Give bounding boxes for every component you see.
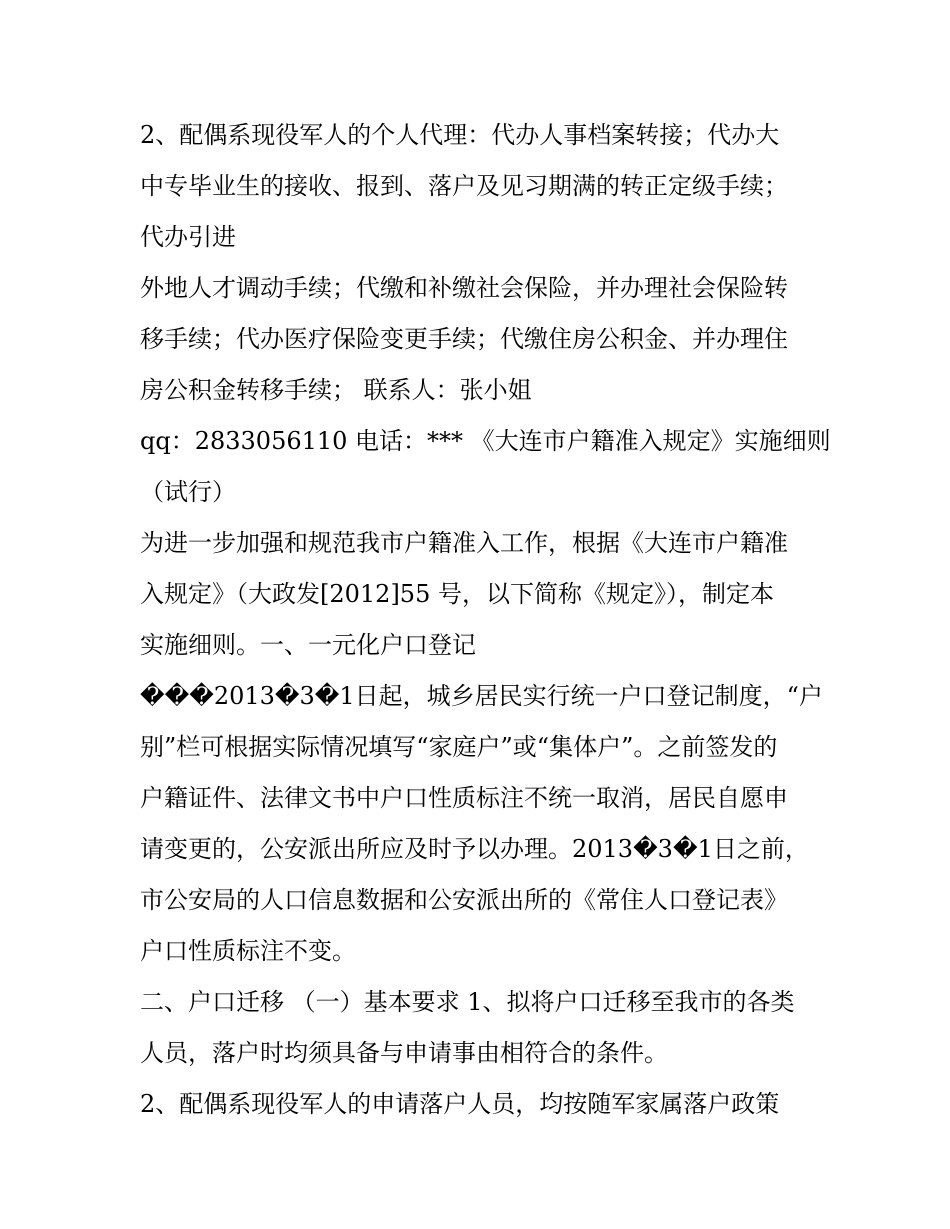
text-line: 户口性质标注不变。	[140, 937, 356, 965]
text-line: 房公积金转移手续； 联系人：张小姐	[140, 376, 532, 404]
text-line: ���2013�3�1日起，城乡居民实行统一户口登记制度，“户	[140, 682, 823, 710]
text-line: qq：2833056110 电话：*** 《大连市户籍准入规定》实施细则	[140, 427, 831, 455]
text-line: 移手续；代办医疗保险变更手续；代缴住房公积金、并办理住	[140, 325, 788, 353]
text-line: 别”栏可根据实际情况填写“家庭户”或“集体户”。之前签发的	[140, 733, 778, 761]
text-line: （试行）	[140, 478, 236, 506]
text-line: 2、配偶系现役军人的申请落户人员，均按随军家属落户政策	[140, 1090, 780, 1118]
text-line: 中专毕业生的接收、报到、落户及见习期满的转正定级手续；	[140, 172, 788, 200]
text-line: 2、配偶系现役军人的个人代理：代办人事档案转接；代办大	[140, 121, 780, 149]
text-line: 请变更的，公安派出所应及时予以办理。2013�3�1日之前，	[140, 835, 809, 863]
text-line: 市公安局的人口信息数据和公安派出所的《常住人口登记表》	[140, 886, 788, 914]
text-line: 二、户口迁移 （一）基本要求 1、拟将户口迁移至我市的各类	[140, 988, 795, 1016]
text-line: 实施细则。一、一元化户口登记	[140, 631, 476, 659]
text-line: 代办引进	[140, 223, 236, 251]
text-line: 户籍证件、法律文书中户口性质标注不统一取消，居民自愿申	[140, 784, 788, 812]
text-line: 为进一步加强和规范我市户籍准入工作，根据《大连市户籍准	[140, 529, 788, 557]
text-line: 外地人才调动手续；代缴和补缴社会保险，并办理社会保险转	[140, 274, 788, 302]
text-line: 人员，落户时均须具备与申请事由相符合的条件。	[140, 1039, 668, 1067]
document-body	[140, 110, 831, 1130]
text-line: 入规定》（大政发[2012]55 号，以下简称《规定》），制定本	[140, 580, 774, 608]
